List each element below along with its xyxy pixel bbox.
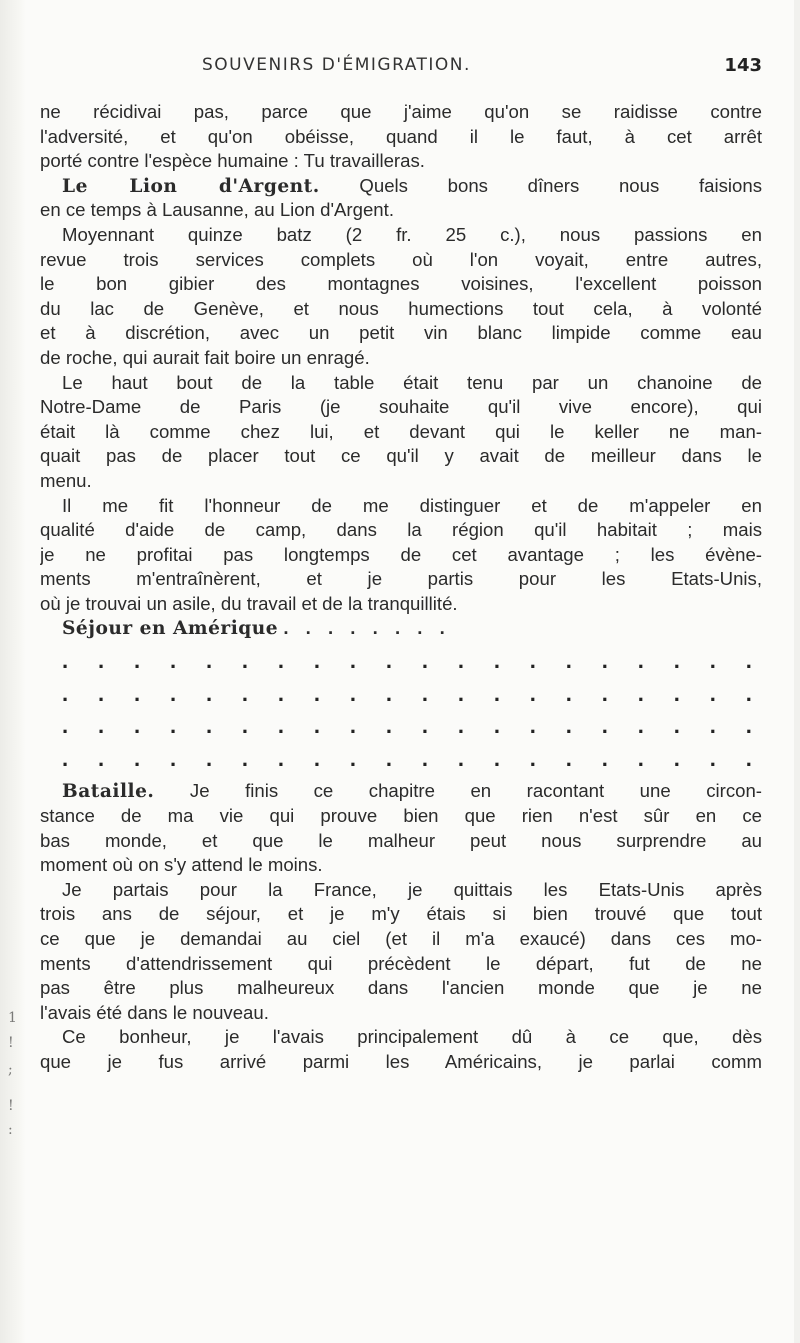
- text-line: l'avais été dans le nouveau.: [40, 1001, 269, 1023]
- page-edge: [0, 0, 26, 1343]
- text-line: le bon gibier des montagnes voisines, l'excellent poisson: [40, 273, 762, 295]
- text-line: quait pas de placer tout ce qu'il y avait de meilleur dans le: [40, 445, 762, 467]
- text-line: menu.: [40, 469, 92, 491]
- text-line: Moyennant quinze batz (2 fr. 25 c.), nous passions en: [62, 223, 762, 245]
- text-line: du lac de Genève, et nous humections tout cela, à volonté: [40, 297, 762, 319]
- gap: [40, 641, 762, 649]
- gap: [40, 739, 762, 747]
- text-line: stance de ma vie qui prouve bien que rien n'est sûr en ce: [40, 805, 762, 827]
- section-heading: Le Lion d'Argent.: [62, 175, 320, 197]
- gutter-mark: 1: [8, 1010, 17, 1026]
- gutter-mark: !: [8, 1035, 14, 1051]
- text-line: était là comme chez lui, et devant qui le keller ne man-: [40, 420, 762, 442]
- text-block: [40, 100, 762, 1075]
- running-head: SOUVENIRS D'ÉMIGRATION.: [202, 55, 471, 75]
- text-line: et à discrétion, avec un petit vin blanc limpide comme eau: [40, 322, 762, 344]
- gutter-mark: :: [8, 1122, 13, 1138]
- text-line: moment où on s'y attend le moins.: [40, 854, 323, 876]
- text-line: je ne profitai pas longtemps de cet avantage ; les évène-: [40, 543, 762, 565]
- text-fragment: Quels bons dîners nous faisions: [319, 174, 762, 196]
- text-line: porté contre l'espèce humaine : Tu travailleras.: [40, 150, 425, 172]
- text-fragment: Je finis ce chapitre en racontant une circon-: [154, 780, 762, 802]
- text-line: où je trouvai un asile, du travail et de la tranquillité.: [40, 592, 458, 614]
- gutter-mark: !: [8, 1098, 14, 1114]
- text-line: Notre-Dame de Paris (je souhaite qu'il vive encore), qui: [40, 396, 762, 418]
- ellipsis-row: . . . . . . . . . . . . . . . . . . . .: [62, 648, 752, 674]
- page-header: [202, 55, 762, 85]
- gutter-mark: ;: [8, 1062, 13, 1078]
- text-line: en ce temps à Lausanne, au Lion d'Argent.: [40, 199, 394, 221]
- text-line: ments d'attendrissement qui précèdent le départ, fut de ne: [40, 952, 762, 974]
- text-line: [40, 616, 762, 641]
- text-line: bas monde, et que le malheur peut nous surprendre au: [40, 829, 762, 851]
- text-line: de roche, qui aurait fait boire un enragé.: [40, 346, 370, 368]
- text-line: ments m'entraînèrent, et je partis pour les Etats-Unis,: [40, 568, 762, 590]
- text-line: trois ans de séjour, et je m'y étais si bien trouvé que tout: [40, 903, 762, 925]
- ellipsis-row: . . . . . . . . . . . . . . . . . . . .: [62, 745, 752, 771]
- gap: [40, 771, 762, 779]
- text-line: Le haut bout de la table était tenu par un chanoine de: [62, 371, 762, 393]
- text-line: ce que je demandai au ciel (et il m'a exaucé) dans ces mo-: [40, 928, 762, 949]
- section-heading: Séjour en Amérique: [62, 618, 279, 640]
- text-line: [40, 174, 762, 199]
- ellipsis-row: . . . . . . . . . . . . . . . . . . . .: [62, 713, 752, 739]
- text-line: [40, 779, 762, 804]
- text-line: pas être plus malheureux dans l'ancien monde que je ne: [40, 977, 762, 999]
- gap: [40, 674, 762, 682]
- page-number: 143: [724, 55, 762, 76]
- ellipsis-row: . . . . . . . . . . . . . . . . . . . .: [62, 680, 752, 706]
- gap: [40, 706, 762, 714]
- text-line: Il me fit l'honneur de me distinguer et de m'appeler en: [62, 494, 762, 516]
- page-right-edge: [794, 0, 800, 1343]
- text-line: Ce bonheur, je l'avais principalement dû à ce que, dès: [62, 1026, 762, 1048]
- text-line: Je partais pour la France, je quittais les Etats-Unis après: [62, 878, 762, 900]
- text-line: l'adversité, et qu'on obéisse, quand il le faut, à cet arrêt: [40, 125, 762, 147]
- text-line: revue trois services complets où l'on voyait, entre autres,: [40, 248, 762, 270]
- text-line: ne récidivai pas, parce que j'aime qu'on se raidisse contre: [40, 101, 762, 122]
- section-heading: Bataille.: [62, 781, 155, 803]
- text-line: que je fus arrivé parmi les Américains, je parlai comm: [40, 1050, 762, 1072]
- leader-dots: . . . . . . . .: [283, 617, 451, 639]
- text-line: qualité d'aide de camp, dans la région qu'il habitait ; mais: [40, 519, 762, 541]
